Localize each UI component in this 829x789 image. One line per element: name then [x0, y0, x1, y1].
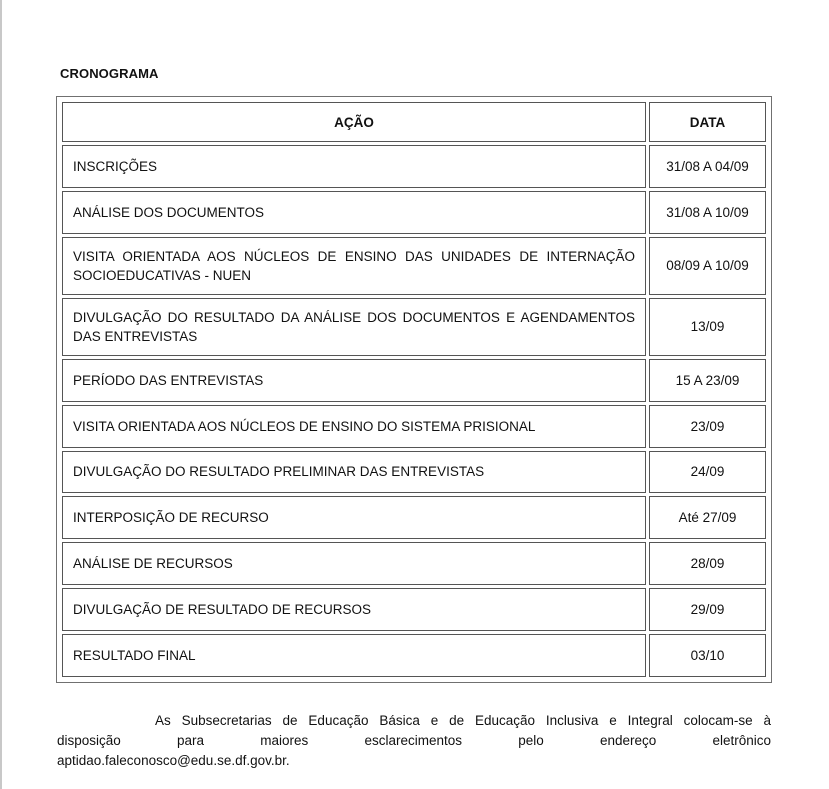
- row-action: ANÁLISE DOS DOCUMENTOS: [62, 191, 646, 234]
- row-date: 24/09: [649, 451, 766, 494]
- table-row: [62, 298, 766, 356]
- table-header-row: [62, 102, 766, 142]
- row-action: DIVULGAÇÃO DO RESULTADO PRELIMINAR DAS ENTREVISTAS: [62, 451, 646, 494]
- table-row: [62, 588, 766, 631]
- row-date: 31/08 A 10/09: [649, 191, 766, 234]
- row-date: 23/09: [649, 405, 766, 448]
- table-row: [62, 542, 766, 585]
- row-action: PERÍODO DAS ENTREVISTAS: [62, 359, 646, 402]
- row-action: INSCRIÇÕES: [62, 145, 646, 188]
- row-date: 29/09: [649, 588, 766, 631]
- table-row: [62, 496, 766, 539]
- row-action: ANÁLISE DE RECURSOS: [62, 542, 646, 585]
- header-action: AÇÃO: [62, 102, 646, 142]
- row-date: 03/10: [649, 634, 766, 677]
- table-row: [62, 237, 766, 295]
- table-row: [62, 405, 766, 448]
- row-date: 13/09: [649, 298, 766, 356]
- schedule-table: [59, 99, 769, 680]
- header-date: DATA: [649, 102, 766, 142]
- row-action: INTERPOSIÇÃO DE RECURSO: [62, 496, 646, 539]
- note-line: disposição para maiores esclarecimentos pelo endereço eletrônico: [57, 733, 771, 748]
- row-date: 08/09 A 10/09: [649, 237, 766, 295]
- row-action: RESULTADO FINAL: [62, 634, 646, 677]
- table-row: [62, 145, 766, 188]
- row-date: 28/09: [649, 542, 766, 585]
- table-row: [62, 451, 766, 494]
- table-row: [62, 359, 766, 402]
- row-action: VISITA ORIENTADA AOS NÚCLEOS DE ENSINO DO SISTEMA PRISIONAL: [62, 405, 646, 448]
- row-action: DIVULGAÇÃO DO RESULTADO DA ANÁLISE DOS DOCUMENTOS E AGENDAMENTOS DAS ENTREVISTAS: [62, 298, 646, 356]
- row-date: 15 A 23/09: [649, 359, 766, 402]
- schedule-table-frame: [56, 96, 772, 683]
- section-heading: CRONOGRAMA: [60, 66, 159, 81]
- note-line: As Subsecretarias de Educação Básica e de Educação Inclusiva e Integral colocam-se à: [155, 713, 771, 728]
- page-edge: [0, 0, 2, 789]
- row-action: VISITA ORIENTADA AOS NÚCLEOS DE ENSINO DAS UNIDADES DE INTERNAÇÃO SOCIOEDUCATIVAS - NUEN: [62, 237, 646, 295]
- table-row: [62, 191, 766, 234]
- row-date: 31/08 A 04/09: [649, 145, 766, 188]
- contact-email: aptidao.faleconosco@edu.se.df.gov.br.: [57, 753, 290, 768]
- row-date: Até 27/09: [649, 496, 766, 539]
- contact-note: [57, 711, 771, 771]
- table-row: [62, 634, 766, 677]
- row-action: DIVULGAÇÃO DE RESULTADO DE RECURSOS: [62, 588, 646, 631]
